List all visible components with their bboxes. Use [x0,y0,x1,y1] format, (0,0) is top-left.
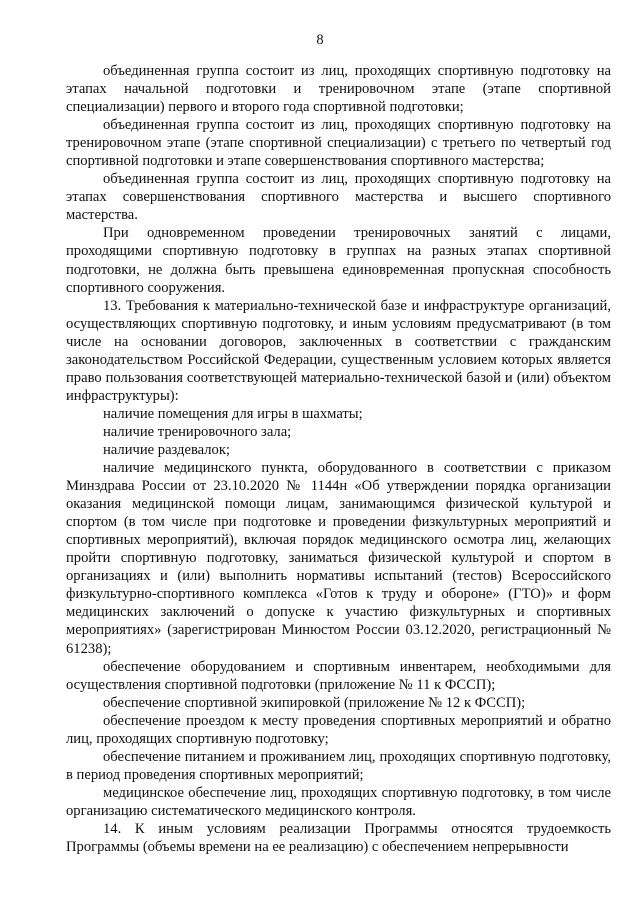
list-item-meals-lodging: обеспечение питанием и проживанием лиц, проходящих спортивную подготовку, в период проведения спортивных мероприятий; [66,748,611,783]
page-number: 8 [316,32,324,48]
list-item-sports-gear: обеспечение спортивной экипировкой (приложение № 12 к ФССП); [103,694,526,711]
list-item-locker-rooms: наличие раздевалок; [103,441,230,458]
paragraph-section-14-other-conditions: 14. К иным условиям реализации Программы относятся трудоемкость Программы (объемы времени на ее реализацию) с обеспечением непрерывности [66,820,611,856]
document-body [66,62,611,856]
list-item-chess-room: наличие помещения для игры в шахматы; [103,405,363,422]
paragraph-group-training-stage: объединенная группа состоит из лиц, проходящих спортивную подготовку на тренировочном этапе (этапе спортивной специализации) с третьего по четвертый год спортивной подготовки и этапе совершенствования спортивного мастерства; [66,117,611,170]
list-item-training-hall: наличие тренировочного зала; [103,423,292,440]
list-item-equipment: обеспечение оборудованием и спортивным инвентарем, необходимыми для осуществления спортивной подготовки (приложение № 11 к ФССП); [66,658,611,693]
paragraph-group-initial-training: объединенная группа состоит из лиц, проходящих спортивную подготовку на этапах начальной подготовки и тренировочном этапе (этапе спортивной специализации) первого и второго года спортивной подготовки; [66,63,611,116]
list-item-medical-point: наличие медицинского пункта, оборудованного в соответствии с приказом Минздрава России от 23.10.2020 № 1144н «Об утверждении порядка организации оказания медицинской помощи лицам, занимающимся физической культурой и спортом (в том числе при подготовке и проведении физкультурных мероприятий и спортивных мероприятий), включая порядок медицинского осмотра лиц, желающих пройти спортивную подготовку, заниматься физической культурой и спортом в организациях и (или) выполнить нормативы испытаний (тестов) Всероссийского физкультурно-спортивного комплекса «Готов к труду и обороне» (ГТО)» и форм медицинских заключений о допуске к участию физкультурных и спортивных мероприятиях» (зарегистрирован Минюстом России 03.12.2020, регистрационный № 61238); [66,460,611,657]
paragraph-section-13-requirements: 13. Требования к материально-технической базе и инфраструктуре организаций, осуществляющих спортивную подготовку, и иным условиям предусматривают (в том числе на основании договоров, заключенных в соответствии с гражданским законодательством Российской Федерации, существенным условием которых является право пользования соответствующей материально-технической базой и (или) объектом инфраструктуры): [66,297,611,404]
list-item-medical-support: медицинское обеспечение лиц, проходящих спортивную подготовку, в том числе организацию систематического медицинского контроля. [66,784,611,819]
paragraph-group-mastery: объединенная группа состоит из лиц, проходящих спортивную подготовку на этапах совершенствования спортивного мастерства и высшего спортивного мастерства. [66,171,611,224]
list-item-travel: обеспечение проездом к месту проведения спортивных мероприятий и обратно лиц, проходящих спортивную подготовку; [66,712,611,747]
paragraph-capacity-limit: При одновременном проведении тренировочных занятий с лицами, проходящими спортивную подготовку в группах на разных этапах спортивной подготовки, не должна быть превышена единовременная пропускная способность спортивного сооружения. [66,225,611,296]
